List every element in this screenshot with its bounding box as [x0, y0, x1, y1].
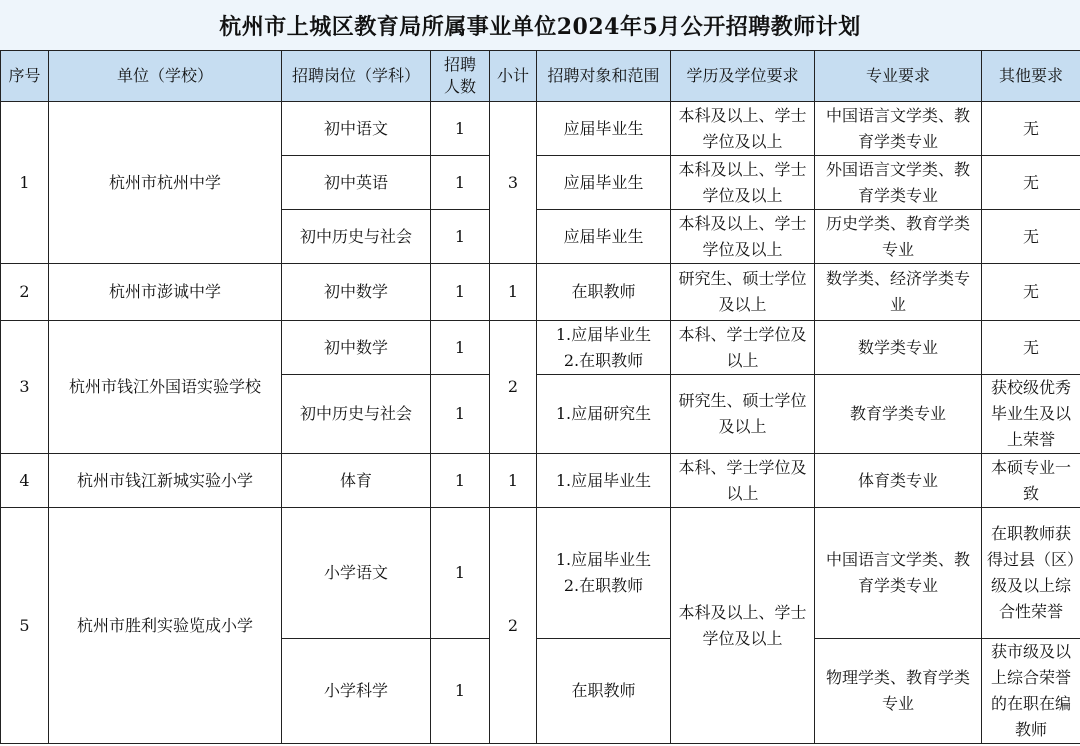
table-row [1, 454, 1080, 508]
degree-cell: 研究生、硕士学位及以上 [671, 264, 815, 321]
target-cell: 1.应届毕业生 [537, 454, 671, 508]
count-cell: 1 [431, 639, 490, 744]
table-row [1, 264, 1080, 321]
major-cell: 中国语言文学类、教育学类专业 [815, 508, 982, 639]
major-cell: 教育学类专业 [815, 375, 982, 454]
subtotal-cell: 1 [490, 264, 537, 321]
major-cell: 数学类专业 [815, 321, 982, 375]
unit-cell: 杭州市钱江外国语实验学校 [49, 321, 282, 454]
header-major: 专业要求 [815, 51, 982, 102]
post-cell: 小学语文 [282, 508, 431, 639]
post-cell: 初中数学 [282, 321, 431, 375]
recruitment-table [0, 50, 1080, 744]
header-subtotal: 小计 [490, 51, 537, 102]
unit-cell: 杭州市钱江新城实验小学 [49, 454, 282, 508]
header-other: 其他要求 [982, 51, 1080, 102]
seq-cell: 3 [1, 321, 49, 454]
unit-cell: 杭州市杭州中学 [49, 102, 282, 264]
seq-cell: 5 [1, 508, 49, 744]
post-cell: 初中数学 [282, 264, 431, 321]
subtotal-cell: 3 [490, 102, 537, 264]
major-cell: 体育类专业 [815, 454, 982, 508]
other-cell: 本硕专业一致 [982, 454, 1080, 508]
header-count: 招聘人数 [431, 51, 490, 102]
target-cell: 1.应届研究生 [537, 375, 671, 454]
unit-cell: 杭州市胜利实验览成小学 [49, 508, 282, 744]
other-cell: 获校级优秀毕业生及以上荣誉 [982, 375, 1080, 454]
page-title: 杭州市上城区教育局所属事业单位2024年5月公开招聘教师计划 [0, 0, 1080, 50]
seq-cell: 4 [1, 454, 49, 508]
degree-cell: 本科及以上、学士学位及以上 [671, 102, 815, 156]
target-cell: 1.应届毕业生 2.在职教师 [537, 508, 671, 639]
subtotal-cell: 1 [490, 454, 537, 508]
target-cell: 在职教师 [537, 639, 671, 744]
target-cell: 应届毕业生 [537, 156, 671, 210]
post-cell: 初中历史与社会 [282, 210, 431, 264]
degree-cell: 本科、学士学位及以上 [671, 454, 815, 508]
post-cell: 体育 [282, 454, 431, 508]
header-post: 招聘岗位（学科） [282, 51, 431, 102]
target-cell: 1.应届毕业生 2.在职教师 [537, 321, 671, 375]
other-cell: 无 [982, 102, 1080, 156]
count-cell: 1 [431, 264, 490, 321]
table-row [1, 102, 1080, 156]
major-cell: 数学类、经济学类专业 [815, 264, 982, 321]
header-unit: 单位（学校） [49, 51, 282, 102]
major-cell: 外国语言文学类、教育学类专业 [815, 156, 982, 210]
major-cell: 物理学类、教育学类专业 [815, 639, 982, 744]
major-cell: 中国语言文学类、教育学类专业 [815, 102, 982, 156]
post-cell: 小学科学 [282, 639, 431, 744]
subtotal-cell: 2 [490, 508, 537, 744]
target-cell: 应届毕业生 [537, 210, 671, 264]
other-cell: 获市级及以上综合荣誉的在职在编教师 [982, 639, 1080, 744]
other-cell: 无 [982, 321, 1080, 375]
other-cell: 无 [982, 210, 1080, 264]
count-cell: 1 [431, 508, 490, 639]
count-cell: 1 [431, 321, 490, 375]
count-cell: 1 [431, 375, 490, 454]
degree-cell: 本科及以上、学士学位及以上 [671, 210, 815, 264]
target-cell: 应届毕业生 [537, 102, 671, 156]
header-seq: 序号 [1, 51, 49, 102]
header-row [1, 51, 1080, 102]
table-row [1, 321, 1080, 375]
subtotal-cell: 2 [490, 321, 537, 454]
header-target: 招聘对象和范围 [537, 51, 671, 102]
count-cell: 1 [431, 454, 490, 508]
seq-cell: 2 [1, 264, 49, 321]
other-cell: 无 [982, 156, 1080, 210]
count-cell: 1 [431, 156, 490, 210]
degree-cell: 研究生、硕士学位及以上 [671, 375, 815, 454]
post-cell: 初中历史与社会 [282, 375, 431, 454]
header-degree: 学历及学位要求 [671, 51, 815, 102]
other-cell: 在职教师获得过县（区）级及以上综合性荣誉 [982, 508, 1080, 639]
seq-cell: 1 [1, 102, 49, 264]
other-cell: 无 [982, 264, 1080, 321]
target-cell: 在职教师 [537, 264, 671, 321]
unit-cell: 杭州市澎诚中学 [49, 264, 282, 321]
count-cell: 1 [431, 102, 490, 156]
table-row [1, 508, 1080, 639]
post-cell: 初中英语 [282, 156, 431, 210]
degree-cell: 本科及以上、学士学位及以上 [671, 156, 815, 210]
count-cell: 1 [431, 210, 490, 264]
degree-cell: 本科、学士学位及以上 [671, 321, 815, 375]
major-cell: 历史学类、教育学类专业 [815, 210, 982, 264]
post-cell: 初中语文 [282, 102, 431, 156]
degree-cell: 本科及以上、学士学位及以上 [671, 508, 815, 744]
